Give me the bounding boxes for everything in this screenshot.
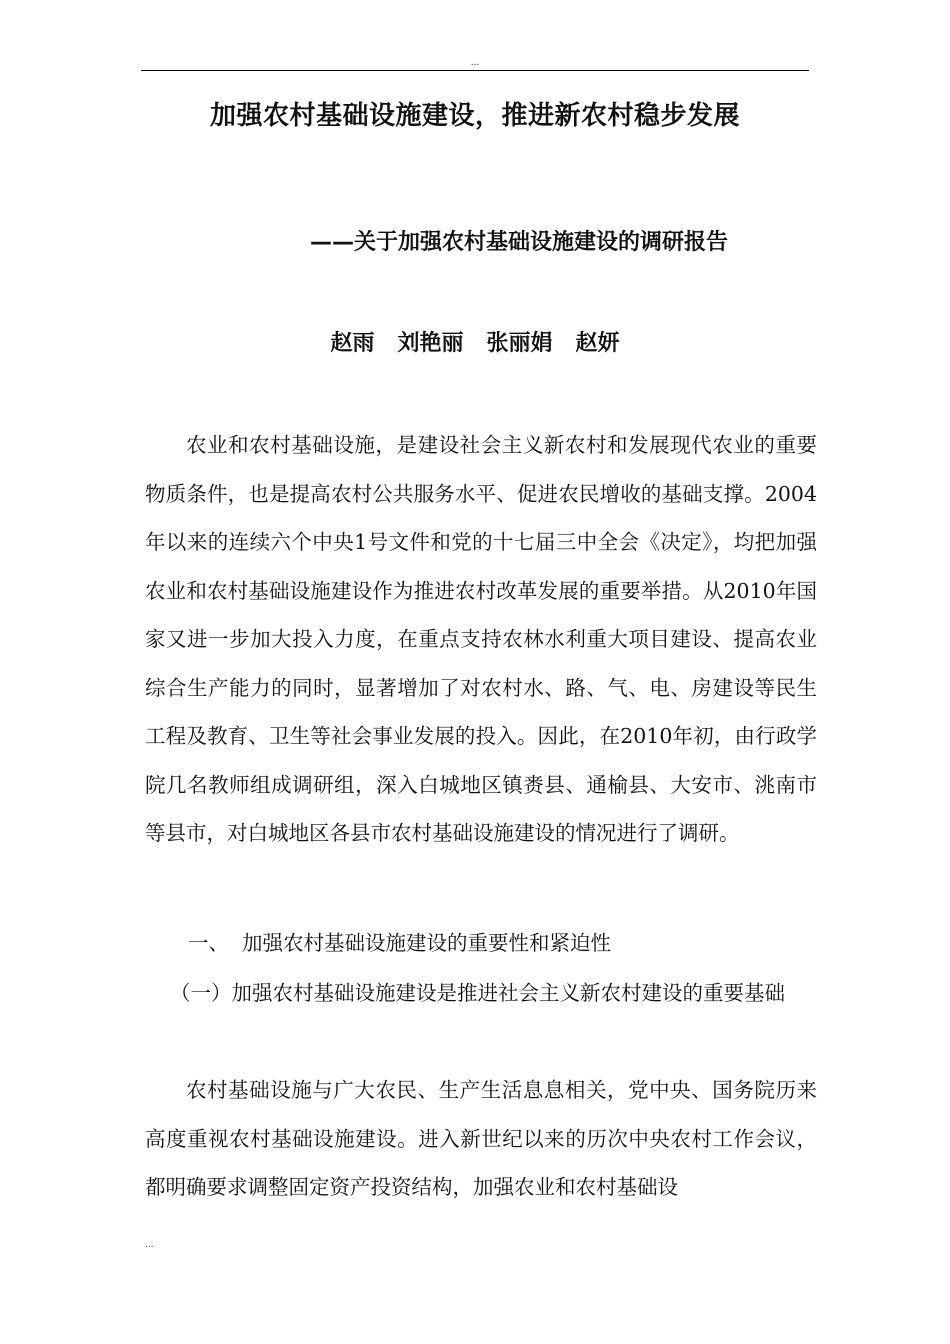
header-mark: ... xyxy=(470,58,480,68)
subsection-heading: （一）加强农村基础设施建设是推进社会主义新农村建设的重要基础 xyxy=(170,981,785,1005)
author-list: 赵雨 刘艳丽 张丽娟 赵妍 xyxy=(330,331,620,356)
footer-mark: ... xyxy=(145,1240,154,1250)
header-rule xyxy=(141,70,809,71)
document-title: 加强农村基础设施建设，推进新农村稳步发展 xyxy=(209,101,740,131)
document-subtitle: ——关于加强农村基础设施建设的调研报告 xyxy=(310,230,729,255)
section-heading: 一、 加强农村基础设施建设的重要性和紧迫性 xyxy=(188,931,612,955)
paragraph-body: 农村基础设施与广大农民、生产生活息息相关，党中央、国务院历来高度重视农村基础设施建设。进入新世纪以来的历次中央农村工作会议，都明确要求调整固定资产投资结构，加强农业和农村基础设 xyxy=(145,1078,817,1199)
paragraph-intro: 农业和农村基础设施，是建设社会主义新农村和发展现代农业的重要物质条件，也是提高农村公共服务水平、促进农民增收的基础支撑。2004 年以来的连续六个中央1号文件和党的十七届三中全会《决定》，均把加强农业和农村基础设施建设作为推进农村改革发展的重要举措。从2010年国家又进一步加大投入力度，在重点支持农林水利重大项目建设、提高农业综合生产能力的同时，显著增加了对农村水、路、气、电、房建设等民生工程及教育、卫生等社会事业发展的投入。因此，在2010年初，由行政学院几名教师组成调研组，深入白城地区镇赉县、通榆县、大安市、洮南市等县市，对白城地区各县市农村基础设施建设的情况进行了调研。 xyxy=(145,433,817,845)
